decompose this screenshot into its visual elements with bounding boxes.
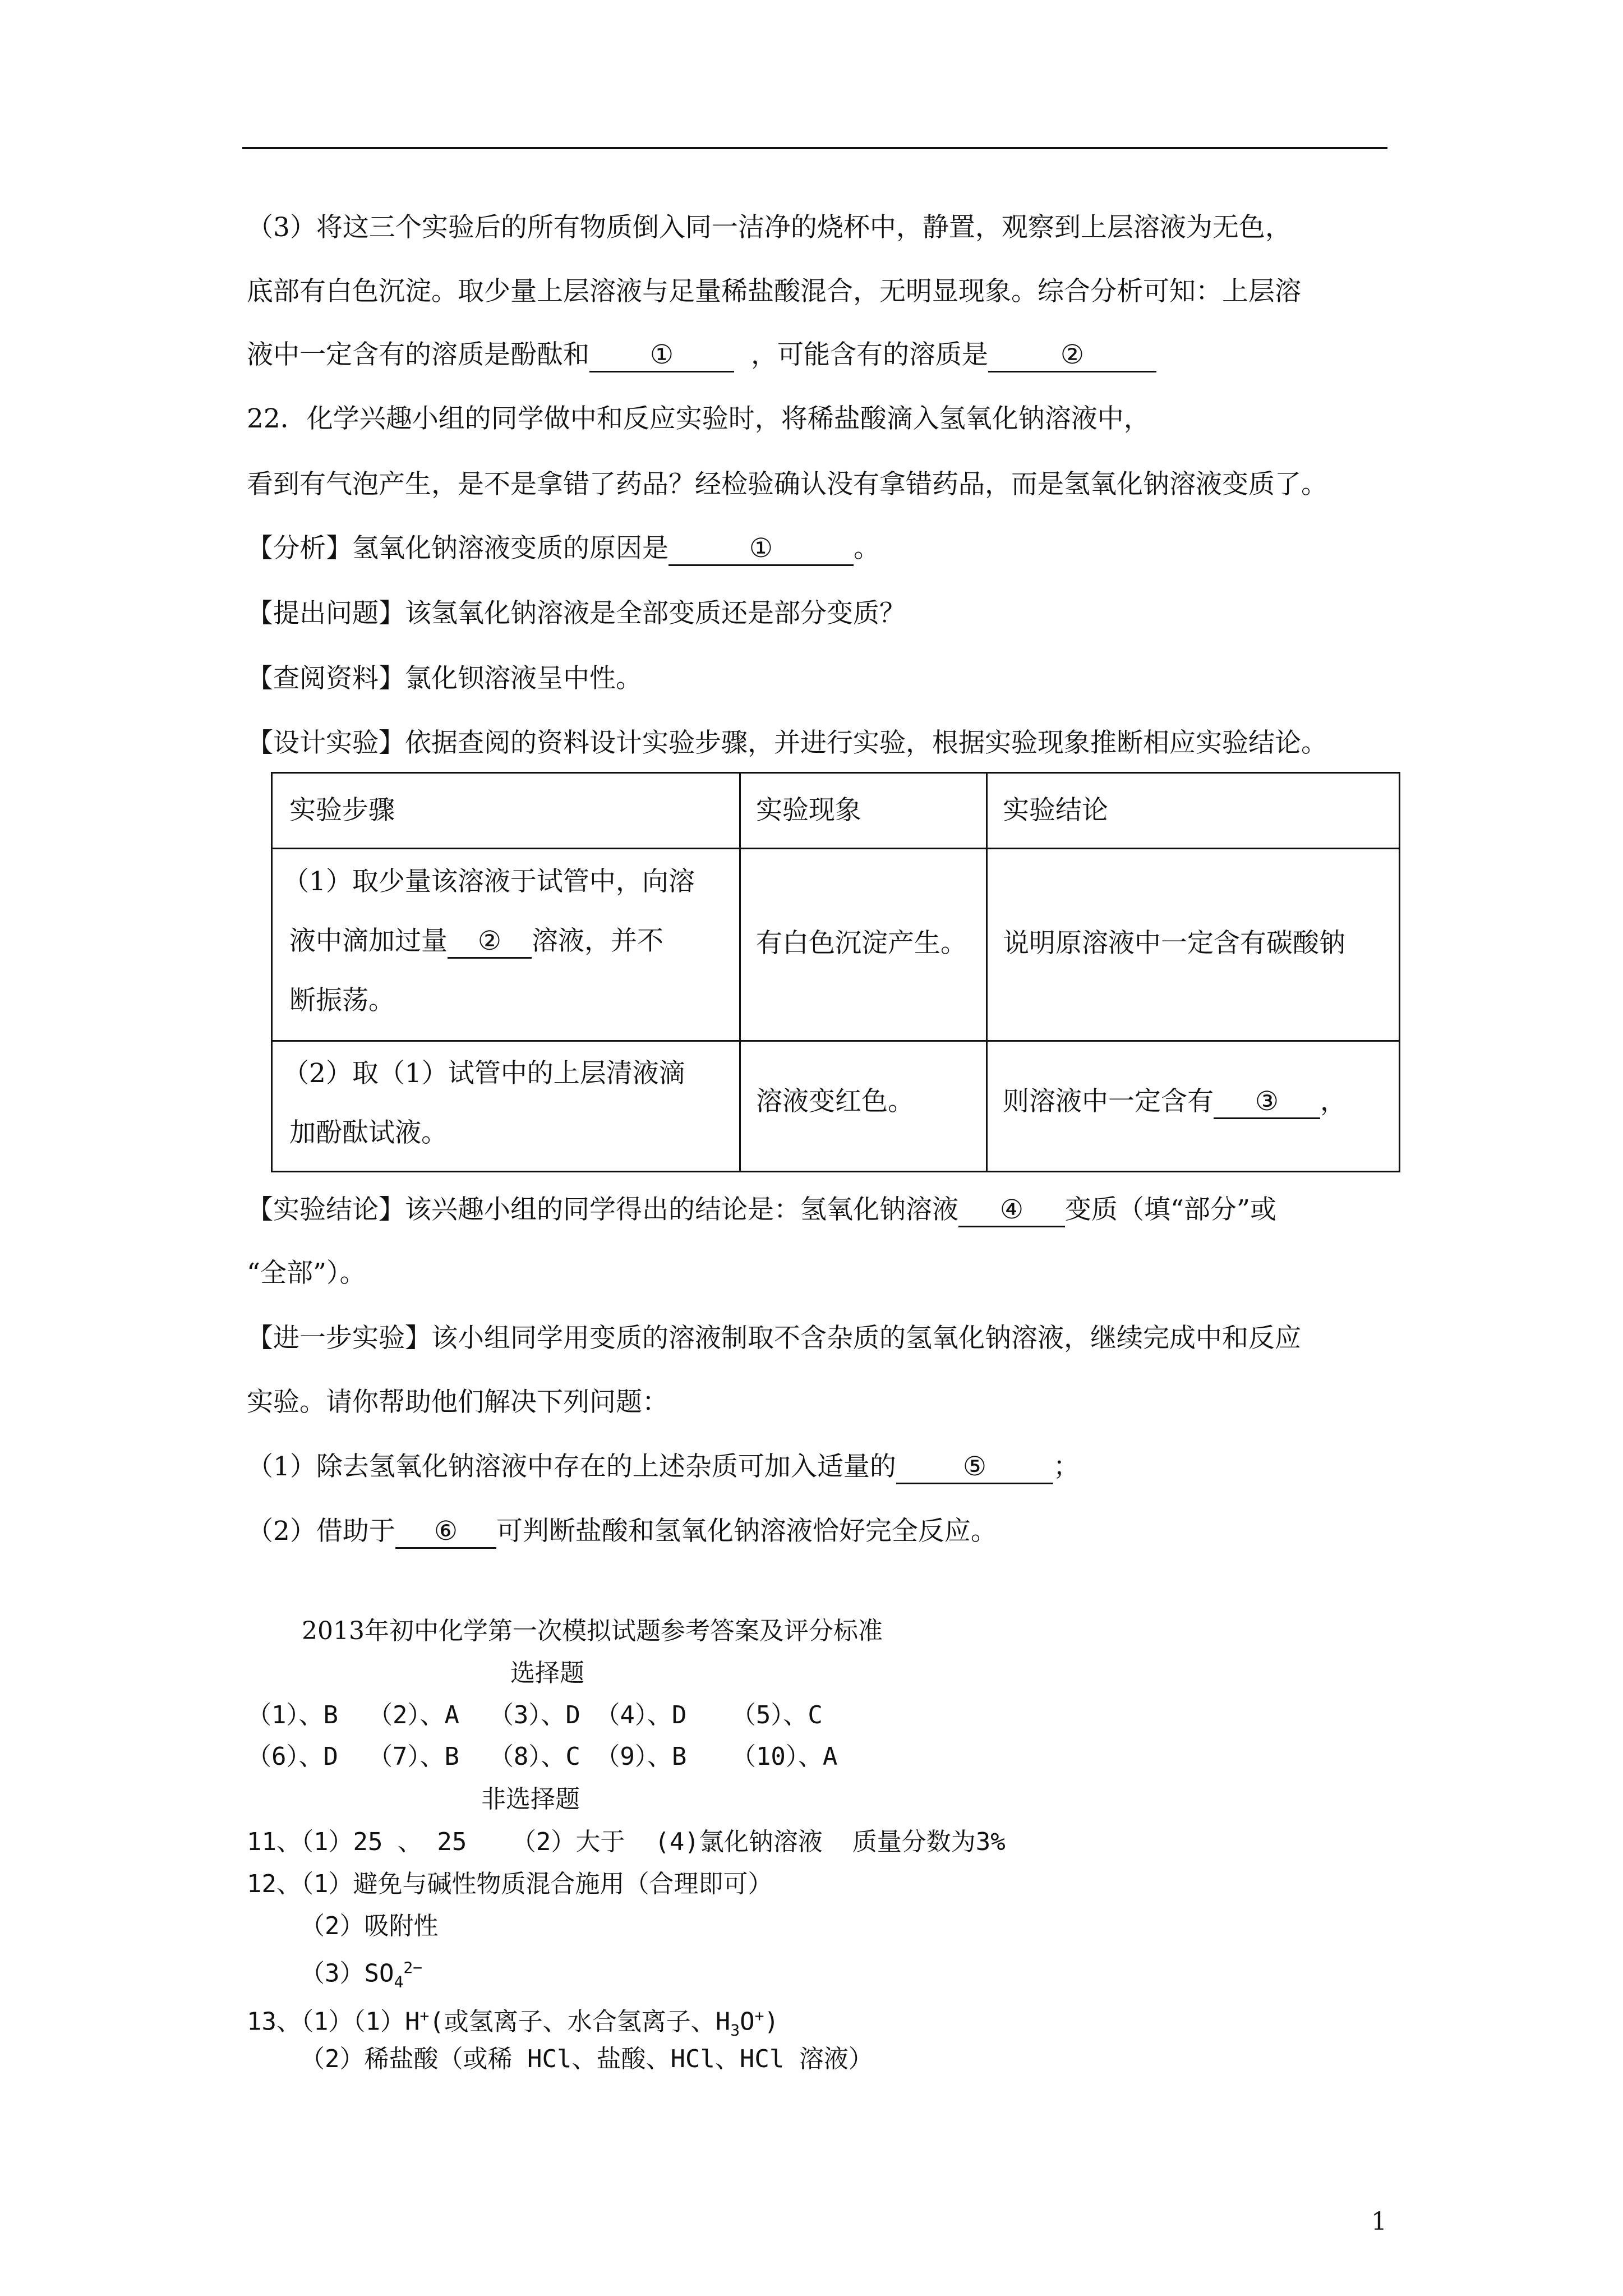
answer-13-1-sup: + (419, 2007, 430, 2025)
answer-blank-table-2[interactable]: ② (448, 926, 532, 959)
row1-step-text: 液中滴加过量 (289, 926, 448, 956)
q21-line-2: 底部有白色沉淀。取少量上层溶液与足量稀盐酸混合，无明显现象。综合分析可知：上层溶 (247, 276, 1301, 307)
answer-11: 11、（1）25 、 25 （2）大于 (4)氯化钠溶液 质量分数为3% (247, 1828, 1006, 1856)
answer-12-3 (300, 1952, 422, 1998)
analysis-end: 。 (854, 533, 880, 564)
q22-analysis (247, 532, 880, 566)
answer-13-1-text: 13、（1）（1）H (247, 2007, 420, 2036)
table-divider (273, 848, 1399, 849)
q22-conclusion (247, 1193, 1276, 1227)
answer-12-3-sub: 4 (394, 1972, 404, 1991)
answer-blank-6[interactable]: ⑥ (395, 1516, 496, 1549)
answer-13-1-text-c: O (740, 2007, 755, 2036)
conclusion-text-b: 变质（填“部分”或 (1065, 1194, 1277, 1225)
answer-13-1-sup2: + (754, 2007, 764, 2025)
problem-1-text: （1）除去氢氧化钠溶液中存在的上述杂质可加入适量的 (247, 1451, 896, 1482)
row1-step-line-1: （1）取少量该溶液于试管中，向溶 (283, 866, 695, 897)
row2-conclusion (1003, 1074, 1347, 1129)
q22-problem-1 (247, 1450, 1080, 1484)
answer-blank-2[interactable]: ② (988, 339, 1156, 372)
q21-line-3 (247, 338, 1156, 372)
answer-12-1: 12、（1）避免与碱性物质混合施用（合理即可） (247, 1870, 773, 1898)
header-steps: 实验步骤 (289, 795, 395, 826)
answer-12-3-text: （3）SO (300, 1959, 394, 1988)
nonchoice-heading: 非选择题 (481, 1785, 580, 1814)
answer-13-1 (247, 2000, 779, 2046)
choice-answers-row-2: （6）、D （7）、B （8）、C （9）、B （10）、A (247, 1742, 838, 1771)
header-conclusion: 实验结论 (1003, 795, 1108, 826)
row2-conclusion-end: ， (1320, 1086, 1347, 1117)
answer-13-2: （2）稀盐酸（或稀 HCl、盐酸、HCl、HCl 溶液） (300, 2045, 873, 2073)
table-divider (986, 774, 988, 1171)
q22-reference: 【查阅资料】氯化钡溶液呈中性。 (247, 663, 642, 694)
analysis-text: 【分析】氢氧化钠溶液变质的原因是 (247, 533, 668, 564)
header-rule (242, 147, 1387, 149)
row2-step-line-2: 加酚酞试液。 (289, 1117, 448, 1148)
table-divider (273, 1040, 1399, 1042)
row2-phenomenon: 溶液变红色。 (756, 1086, 914, 1117)
row1-step-line-2 (289, 912, 663, 971)
q22-further-1: 【进一步实验】该小组同学用变质的溶液制取不含杂质的氢氧化钠溶液，继续完成中和反应 (247, 1323, 1301, 1354)
analysis-blank[interactable]: ① (668, 533, 854, 566)
q22-design: 【设计实验】依据查阅的资料设计实验步骤，并进行实验，根据实验现象推断相应实验结论。 (247, 728, 1327, 758)
q22-further-2: 实验。请你帮助他们解决下列问题： (247, 1387, 668, 1418)
table-divider (739, 774, 741, 1171)
answer-12-3-sup: 2− (403, 1958, 423, 1977)
answer-blank-1[interactable]: ① (589, 339, 734, 372)
answer-13-1-sub: 3 (730, 2021, 740, 2040)
q22-intro-2: 看到有气泡产生，是不是拿错了药品？经检验确认没有拿错药品，而是氢氧化钠溶液变质了。 (247, 469, 1327, 500)
answer-12-2: （2）吸附性 (300, 1912, 439, 1940)
q21-line-1: （3）将这三个实验后的所有物质倒入同一洁净的烧杯中，静置，观察到上层溶液为无色， (247, 212, 1292, 243)
page-number: 1 (1371, 2207, 1387, 2236)
q22-intro-1: 22．化学兴趣小组的同学做中和反应实验时，将稀盐酸滴入氢氧化钠溶液中， (247, 403, 1150, 434)
experiment-table (271, 772, 1400, 1172)
row2-conclusion-text: 则溶液中一定含有 (1003, 1086, 1214, 1117)
choice-heading: 选择题 (510, 1659, 584, 1687)
q21-text-b: ，可能含有的溶质是 (751, 339, 988, 370)
header-phenomenon: 实验现象 (756, 795, 861, 826)
answer-blank-4[interactable]: ④ (958, 1194, 1065, 1227)
q21-text-a: 液中一定含有的溶质是酚酞和 (247, 339, 589, 370)
row2-step-line-1: （2）取（1）试管中的上层清液滴 (283, 1058, 685, 1089)
answer-blank-table-3[interactable]: ③ (1214, 1086, 1320, 1119)
answer-13-1-end: ) (764, 2007, 780, 2036)
row1-conclusion: 说明原溶液中一定含有碳酸钠 (1003, 928, 1345, 959)
q22-conclusion-2: “全部”）。 (247, 1258, 366, 1289)
row1-step-line-3: 断振荡。 (289, 985, 395, 1016)
q22-question: 【提出问题】该氢氧化钠溶液是全部变质还是部分变质？ (247, 598, 906, 629)
answer-13-1-text-b: (或氢离子、水合氢离子、H (429, 2007, 731, 2036)
answer-blank-5[interactable]: ⑤ (896, 1451, 1053, 1484)
problem-2-text: （2）借助于 (247, 1516, 395, 1547)
row1-phenomenon: 有白色沉淀产生。 (756, 928, 967, 959)
problem-2-text-b: 可判断盐酸和氢氧化钠溶液恰好完全反应。 (496, 1516, 997, 1547)
problem-1-end: ； (1053, 1451, 1080, 1482)
choice-answers-row-1: （1）、B （2）、A （3）、D （4）、D （5）、C (247, 1701, 823, 1729)
answers-title: 2013年初中化学第一次模拟试题参考答案及评分标准 (302, 1617, 883, 1645)
row1-step-text-b: 溶液，并不 (532, 926, 663, 956)
q22-problem-2 (247, 1515, 997, 1549)
conclusion-text: 【实验结论】该兴趣小组的同学得出的结论是：氢氧化钠溶液 (247, 1194, 958, 1225)
